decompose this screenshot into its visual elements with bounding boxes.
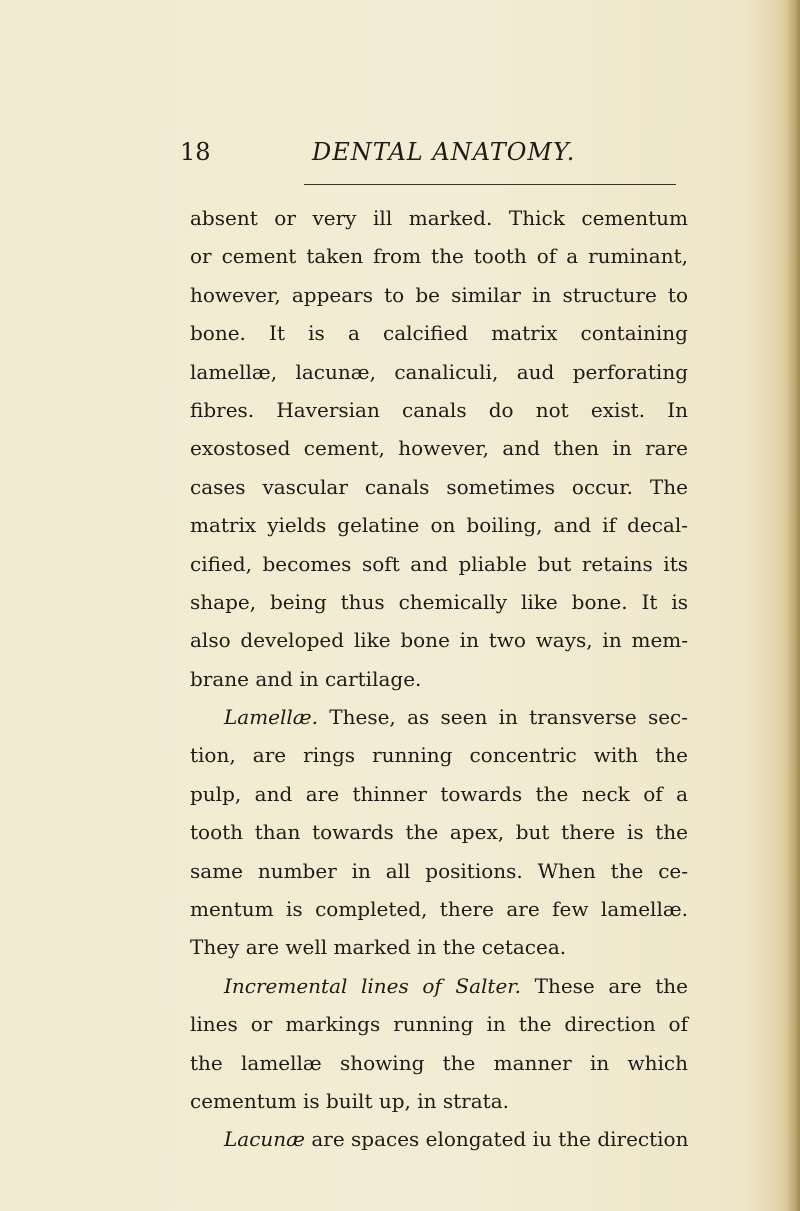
text-line: bone. It is a calcified matrix containing [190,321,688,346]
text-line: also developed like bone in two ways, in mem- [190,628,688,653]
page-edge-shadow [786,0,800,1211]
text-fragment: These are the [534,973,689,998]
page-number: 18 [180,138,211,166]
term-incremental-lines: Incremental lines of Salter. [224,973,522,998]
running-title: DENTAL ANATOMY. [312,138,576,166]
text-line: the lamellæ showing the manner in which [190,1050,688,1075]
text-line: cementum is built up, in strata. [190,1088,509,1113]
text-line: matrix yields gelatine on boiling, and if decal- [190,513,688,538]
text-line: or cement taken from the tooth of a ruminant, [190,244,688,269]
text-line: lines or markings running in the direction of [190,1012,688,1037]
paragraph-lamellae-first-line [190,698,688,736]
text-line: exostosed cement, however, and then in rare [190,436,688,461]
text-line: tion, are rings running concentric with the [190,743,688,768]
text-line: cified, becomes soft and pliable but retains its [190,551,688,576]
text-line: mentum is completed, there are few lamellæ. [190,897,688,922]
term-lacunae: Lacunæ [224,1127,305,1152]
text-line: same number in all positions. When the ce- [190,858,688,883]
text-line: cases vascular canals sometimes occur. The [190,474,688,499]
paragraph-incremental-first-line [190,967,688,1005]
text-line: They are well marked in the cetacea. [190,935,567,960]
text-line: brane and in cartilage. [190,666,422,691]
text-fragment: are spaces elongated iu the direction [311,1127,689,1152]
header-rule [304,184,676,185]
body-text [190,199,688,1159]
text-line: however, appears to be similar in structure to [190,282,688,307]
text-fragment: These, as seen in transverse sec- [329,705,689,730]
text-line: shape, being thus chemically like bone. It is [190,589,688,614]
text-line: pulp, and are thinner towards the neck of a [190,781,688,806]
page-header [180,138,680,172]
paragraph-lacunae-first-line [190,1120,688,1158]
text-line: fibres. Haversian canals do not exist. In [190,397,688,422]
text-line: absent or very ill marked. Thick cementum [190,206,688,230]
term-lamellae: Lamellæ. [224,705,318,730]
text-line: lamellæ, lacunæ, canaliculi, aud perforating [190,359,688,384]
text-line: tooth than towards the apex, but there is the [190,820,688,845]
